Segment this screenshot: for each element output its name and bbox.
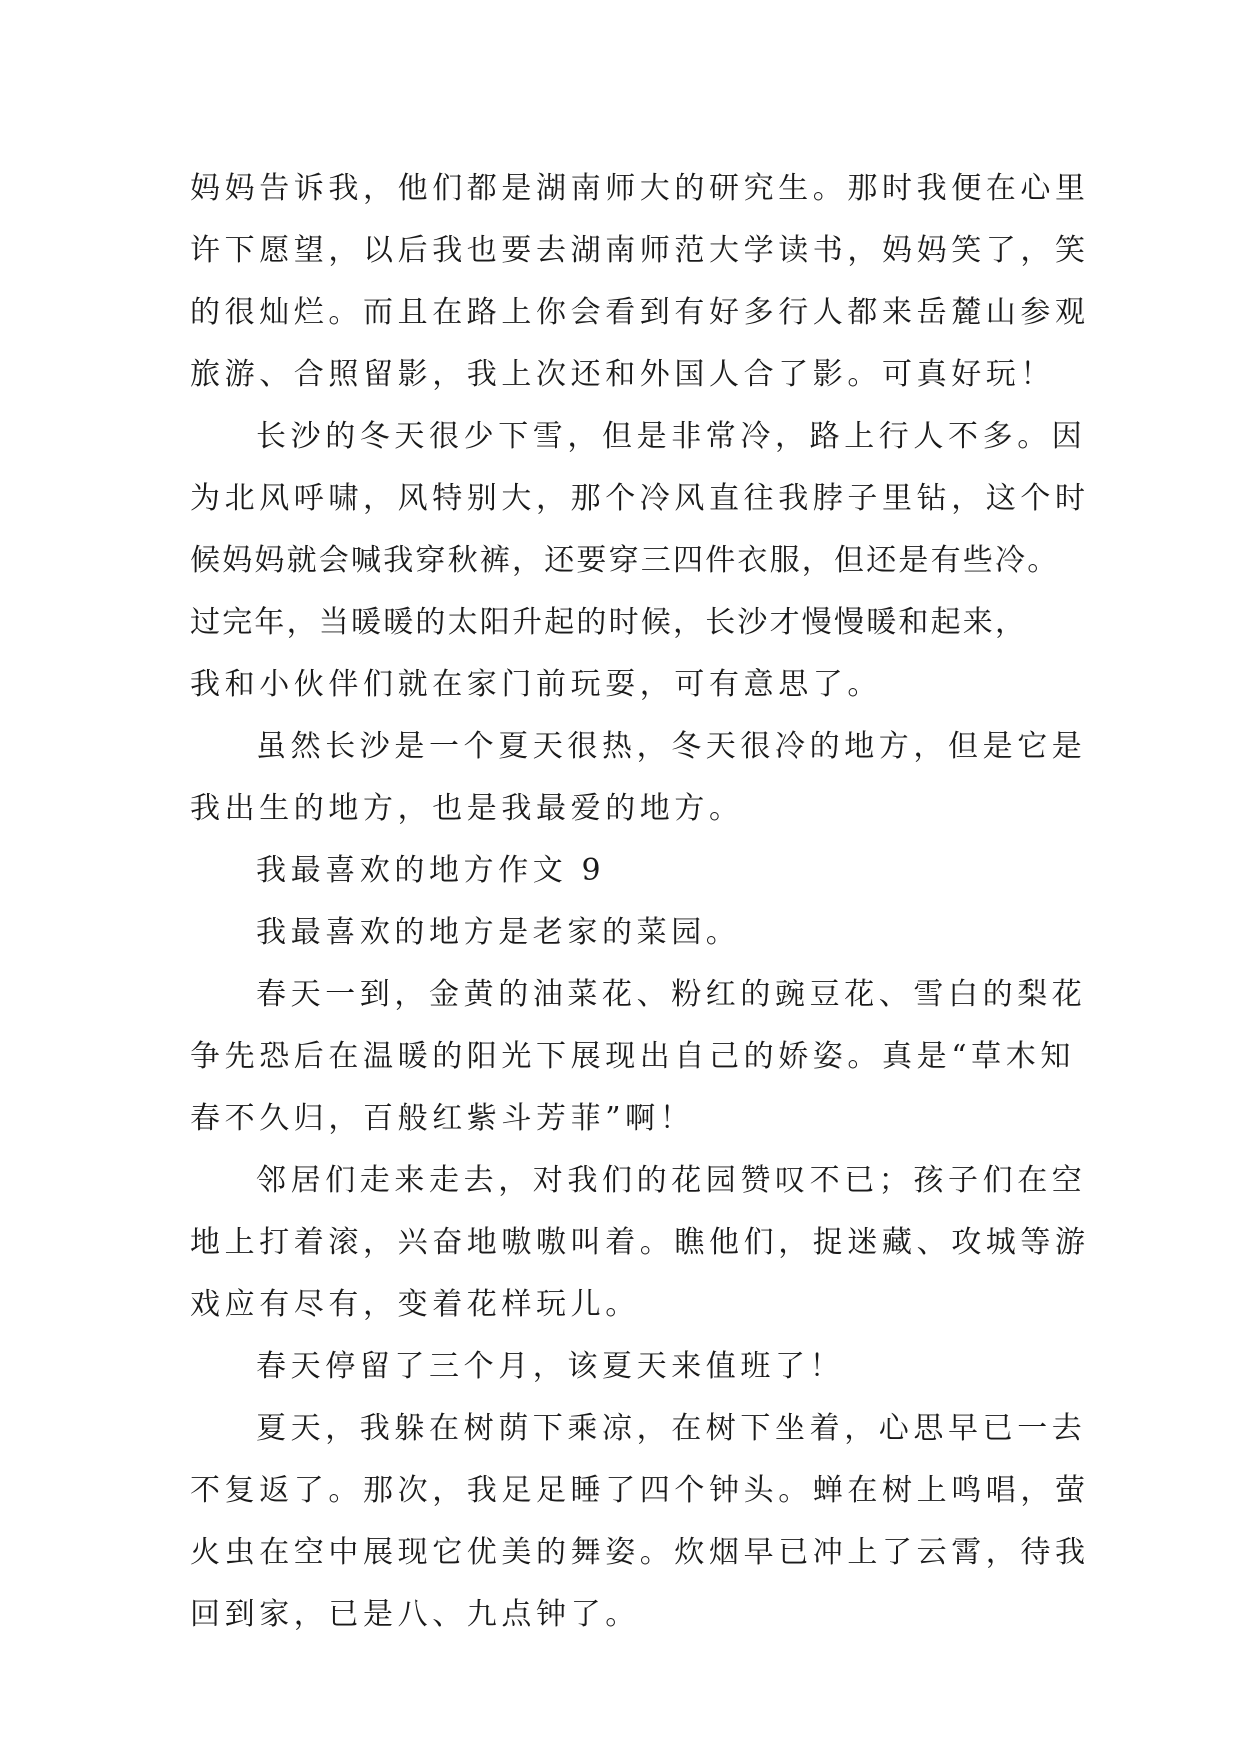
text-line: 为北风呼啸，风特别大，那个冷风直往我脖子里钻，这个时 [190,481,1090,516]
paragraph-start-line: 夏天，我躲在树荫下乘凉，在树下坐着，心思早已一去 [256,1411,1087,1446]
text-line: 许下愿望，以后我也要去湖南师范大学读书，妈妈笑了，笑 [190,233,1090,268]
text-line: 我和小伙伴们就在家门前玩耍，可有意思了。 [190,667,882,702]
paragraph-start-line: 邻居们走来走去，对我们的花园赞叹不已；孩子们在空 [256,1163,1087,1198]
paragraph-start-line: 我最喜欢的地方是老家的菜园。 [256,915,741,950]
document-body [190,158,1090,1646]
text-line: 火虫在空中展现它优美的舞姿。炊烟早已冲上了云霄，待我 [190,1535,1090,1570]
text-line: 的很灿烂。而且在路上你会看到有好多行人都来岳麓山参观 [190,295,1090,330]
text-line: 旅游、合照留影，我上次还和外国人合了影。可真好玩！ [190,357,1055,392]
text-line: 我出生的地方，也是我最爱的地方。 [190,791,744,826]
paragraph-start-line: 长沙的冬天很少下雪，但是非常冷，路上行人不多。因 [256,419,1087,454]
text-line: 争先恐后在温暖的阳光下展现出自己的娇姿。真是“草木知 [190,1039,1075,1074]
paragraph-start-line: 虽然长沙是一个夏天很热，冬天很冷的地方，但是它是 [256,729,1087,764]
text-line: 候妈妈就会喊我穿秋裤，还要穿三四件衣服，但还是有些冷。 [190,543,1060,578]
text-line: 妈妈告诉我，他们都是湖南师大的研究生。那时我便在心里 [190,171,1090,206]
section-title: 我最喜欢的地方作文 9 [256,853,606,888]
paragraph-start-line: 春天一到，金黄的油菜花、粉红的豌豆花、雪白的梨花 [256,977,1087,1012]
text-line: 不复返了。那次，我足足睡了四个钟头。蝉在树上鸣唱，萤 [190,1473,1090,1508]
text-line: 戏应有尽有，变着花样玩儿。 [190,1287,640,1322]
text-line: 地上打着滚，兴奋地嗷嗷叫着。瞧他们，捉迷藏、攻城等游 [190,1225,1090,1260]
text-line: 过完年，当暖暖的太阳升起的时候，长沙才慢慢暖和起来， [190,605,1028,640]
paragraph-start-line: 春天停留了三个月，该夏天来值班了！ [256,1349,845,1384]
text-line: 春不久归，百般红紫斗芳菲”啊！ [190,1101,695,1136]
text-line: 回到家，已是八、九点钟了。 [190,1597,640,1632]
